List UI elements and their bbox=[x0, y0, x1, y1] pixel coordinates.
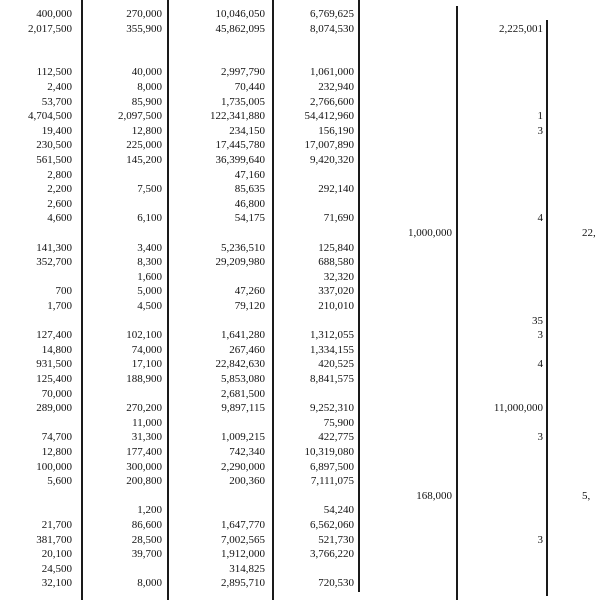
table-cell: 3,400 bbox=[137, 241, 162, 254]
table-cell: 292,140 bbox=[318, 183, 354, 196]
table-cell: 400,000 bbox=[36, 8, 72, 20]
table-cell: 86,600 bbox=[131, 519, 162, 531]
table-cell: 2,290,000 bbox=[221, 460, 265, 473]
table-cell: 5, bbox=[582, 489, 591, 502]
table-cell: 177,400 bbox=[126, 446, 162, 458]
table-cell: 4,500 bbox=[137, 300, 162, 312]
table-cell: 102,100 bbox=[126, 329, 162, 342]
table-cell: 2,997,790 bbox=[221, 66, 265, 79]
table-cell: 1 bbox=[537, 110, 543, 123]
table-cell: 17,007,890 bbox=[304, 139, 354, 152]
table-cell: 46,800 bbox=[234, 197, 265, 210]
table-cell: 12,800 bbox=[41, 446, 72, 458]
table-cell: 420,525 bbox=[318, 358, 354, 371]
table-cell: 12,800 bbox=[131, 124, 162, 137]
table-cell: 32,320 bbox=[323, 270, 354, 283]
table-cell: 21,700 bbox=[41, 519, 72, 531]
table-cell: 1,334,155 bbox=[310, 343, 354, 356]
table-cell: 74,000 bbox=[131, 343, 162, 356]
table-cell: 54,175 bbox=[234, 212, 265, 225]
table-cell: 85,900 bbox=[131, 95, 162, 108]
table-cell: 337,020 bbox=[318, 285, 354, 298]
table-cell: 2,681,500 bbox=[221, 387, 265, 400]
table-cell: 70,440 bbox=[234, 81, 265, 93]
table-cell: 521,730 bbox=[318, 533, 354, 546]
table-cell: 5,236,510 bbox=[221, 241, 265, 254]
table-cell: 2,800 bbox=[47, 168, 72, 181]
table-cell: 156,190 bbox=[318, 124, 354, 137]
table-cell: 1,735,005 bbox=[221, 95, 265, 108]
table-cell: 4,704,500 bbox=[28, 110, 72, 123]
table-cell: 6,562,060 bbox=[310, 519, 354, 531]
table-cell: 3,766,220 bbox=[310, 548, 354, 561]
table-cell: 1,000,000 bbox=[408, 227, 452, 239]
table-cell: 270,000 bbox=[126, 8, 162, 20]
table-cell: 1,200 bbox=[137, 504, 162, 517]
table-cell: 2,225,001 bbox=[499, 22, 543, 35]
column-divider bbox=[167, 0, 169, 600]
table-cell: 1,647,770 bbox=[221, 519, 265, 531]
table-cell: 9,897,115 bbox=[221, 402, 265, 415]
table-cell: 40,000 bbox=[131, 66, 162, 79]
table-cell: 10,319,080 bbox=[304, 446, 354, 458]
table-cell: 17,100 bbox=[131, 358, 162, 371]
table-cell: 7,111,075 bbox=[310, 475, 354, 488]
table-cell: 2,097,500 bbox=[118, 110, 162, 123]
table-cell: 168,000 bbox=[416, 489, 452, 502]
table-cell: 267,460 bbox=[229, 343, 265, 356]
table-cell: 127,400 bbox=[36, 329, 72, 342]
table-cell: 1,641,280 bbox=[221, 329, 265, 342]
table-cell: 79,120 bbox=[234, 300, 265, 312]
table-cell: 1,912,000 bbox=[221, 548, 265, 561]
table-cell: 6,769,625 bbox=[310, 8, 354, 20]
table-cell: 31,300 bbox=[131, 431, 162, 444]
table-cell: 70,000 bbox=[41, 387, 72, 400]
column-divider bbox=[546, 20, 548, 596]
table-cell: 931,500 bbox=[36, 358, 72, 371]
table-cell: 35 bbox=[532, 314, 543, 327]
table-cell: 8,000 bbox=[137, 577, 162, 590]
table-cell: 270,200 bbox=[126, 402, 162, 415]
table-cell: 8,300 bbox=[137, 256, 162, 269]
column-divider bbox=[456, 6, 458, 600]
table-cell: 36,399,640 bbox=[215, 154, 265, 166]
table-cell: 11,000,000 bbox=[493, 402, 543, 415]
table-cell: 200,800 bbox=[126, 475, 162, 488]
column-divider bbox=[81, 0, 83, 600]
column-divider bbox=[272, 0, 274, 600]
table-cell: 47,160 bbox=[234, 168, 265, 181]
table-cell: 3 bbox=[537, 431, 543, 444]
table-cell: 100,000 bbox=[36, 460, 72, 473]
table-cell: 720,530 bbox=[318, 577, 354, 590]
table-cell: 141,300 bbox=[36, 241, 72, 254]
table-cell: 8,074,530 bbox=[310, 22, 354, 35]
table-cell: 2,017,500 bbox=[28, 22, 72, 35]
table-cell: 28,500 bbox=[131, 533, 162, 546]
table-cell: 1,600 bbox=[137, 270, 162, 283]
table-cell: 1,009,215 bbox=[221, 431, 265, 444]
table-cell: 54,240 bbox=[323, 504, 354, 517]
table-cell: 125,840 bbox=[318, 241, 354, 254]
table-cell: 561,500 bbox=[36, 154, 72, 166]
table-cell: 8,841,575 bbox=[310, 373, 354, 385]
table-cell: 381,700 bbox=[36, 533, 72, 546]
table-cell: 54,412,960 bbox=[304, 110, 354, 123]
table-cell: 300,000 bbox=[126, 460, 162, 473]
table-cell: 47,260 bbox=[234, 285, 265, 298]
table-cell: 1,312,055 bbox=[310, 329, 354, 342]
table-cell: 2,400 bbox=[47, 81, 72, 93]
table-cell: 2,200 bbox=[47, 183, 72, 196]
table-cell: 53,700 bbox=[41, 95, 72, 108]
table-cell: 422,775 bbox=[318, 431, 354, 444]
table-cell: 122,341,880 bbox=[210, 110, 265, 123]
table-cell: 5,000 bbox=[137, 285, 162, 298]
table-cell: 125,400 bbox=[36, 373, 72, 385]
table-cell: 9,252,310 bbox=[310, 402, 354, 415]
table-cell: 39,700 bbox=[131, 548, 162, 561]
table-cell: 1,700 bbox=[47, 300, 72, 312]
table-cell: 145,200 bbox=[126, 154, 162, 166]
table-cell: 7,500 bbox=[137, 183, 162, 196]
table-cell: 4,600 bbox=[47, 212, 72, 225]
table-cell: 210,010 bbox=[318, 300, 354, 312]
table-cell: 24,500 bbox=[41, 562, 72, 575]
table-cell: 742,340 bbox=[229, 446, 265, 458]
table-cell: 9,420,320 bbox=[310, 154, 354, 166]
table-cell: 3 bbox=[537, 329, 543, 342]
column-divider bbox=[358, 0, 360, 592]
table-cell: 71,690 bbox=[323, 212, 354, 225]
table-cell: 3 bbox=[537, 533, 543, 546]
table-cell: 85,635 bbox=[234, 183, 265, 196]
table-cell: 4 bbox=[537, 212, 543, 225]
table-cell: 230,500 bbox=[36, 139, 72, 152]
table-cell: 6,100 bbox=[137, 212, 162, 225]
table-cell: 4 bbox=[537, 358, 543, 371]
table-cell: 352,700 bbox=[36, 256, 72, 269]
table-cell: 1,061,000 bbox=[310, 66, 354, 79]
table-cell: 234,150 bbox=[229, 124, 265, 137]
table-cell: 8,000 bbox=[137, 81, 162, 93]
table-cell: 22, bbox=[582, 227, 596, 239]
table-cell: 2,600 bbox=[47, 197, 72, 210]
table-cell: 45,862,095 bbox=[215, 22, 265, 35]
table-cell: 289,000 bbox=[36, 402, 72, 415]
table-cell: 355,900 bbox=[126, 22, 162, 35]
table-cell: 22,842,630 bbox=[215, 358, 265, 371]
table-cell: 74,700 bbox=[41, 431, 72, 444]
table-cell: 14,800 bbox=[41, 343, 72, 356]
table-cell: 17,445,780 bbox=[215, 139, 265, 152]
table-cell: 2,766,600 bbox=[310, 95, 354, 108]
table-cell: 7,002,565 bbox=[221, 533, 265, 546]
table-cell: 32,100 bbox=[41, 577, 72, 590]
table-cell: 700 bbox=[55, 285, 72, 298]
table-cell: 10,046,050 bbox=[215, 8, 265, 20]
table-cell: 75,900 bbox=[323, 416, 354, 429]
table-cell: 5,853,080 bbox=[221, 373, 265, 385]
table-cell: 688,580 bbox=[318, 256, 354, 269]
table-cell: 188,900 bbox=[126, 373, 162, 385]
table-cell: 5,600 bbox=[47, 475, 72, 488]
table-cell: 112,500 bbox=[36, 66, 72, 79]
table-cell: 232,940 bbox=[318, 81, 354, 93]
table-cell: 29,209,980 bbox=[215, 256, 265, 269]
table-cell: 2,895,710 bbox=[221, 577, 265, 590]
table-cell: 314,825 bbox=[229, 562, 265, 575]
table-cell: 20,100 bbox=[41, 548, 72, 561]
table-cell: 225,000 bbox=[126, 139, 162, 152]
table-cell: 19,400 bbox=[41, 124, 72, 137]
table-cell: 200,360 bbox=[229, 475, 265, 488]
table-cell: 6,897,500 bbox=[310, 460, 354, 473]
table-cell: 11,000 bbox=[132, 416, 162, 429]
table-cell: 3 bbox=[537, 124, 543, 137]
